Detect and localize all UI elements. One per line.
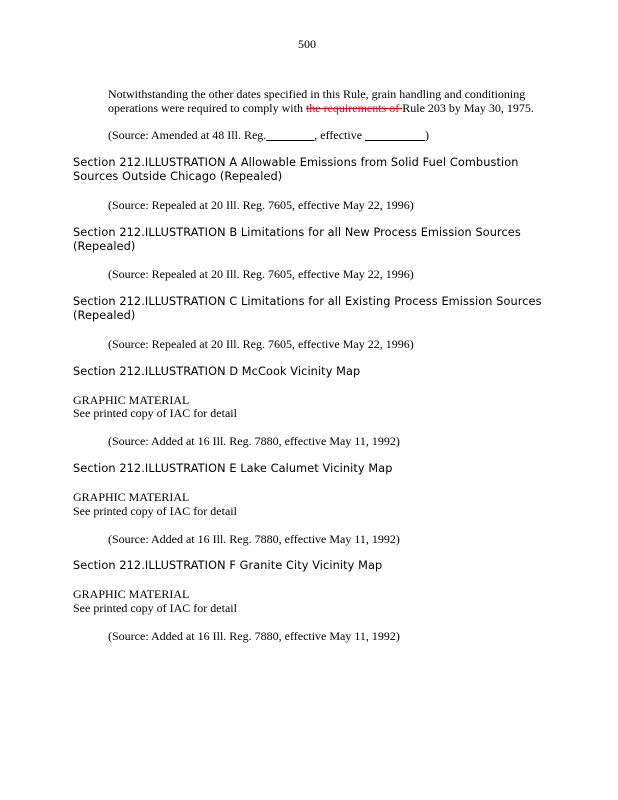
intro-line-2-before: operations were required to comply with — [108, 101, 306, 115]
section-d-graphic-note: See printed copy of IAC for detail — [73, 406, 237, 420]
section-heading-d: Section 212.ILLUSTRATION D McCook Vicinity Map — [73, 365, 361, 378]
intro-line-2-after: Rule 203 by May 30, 1975. — [402, 101, 534, 115]
amended-source-prefix: (Source: Amended at 48 Ill. Reg. — [108, 128, 267, 142]
section-b-source: (Source: Repealed at 20 Ill. Reg. 7605, effective May 22, 1996) — [108, 267, 414, 281]
section-heading-e: Section 212.ILLUSTRATION E Lake Calumet Vicinity Map — [73, 462, 393, 475]
amended-source — [108, 128, 429, 142]
section-f-graphic-label: GRAPHIC MATERIAL — [73, 587, 190, 601]
struck-text: the requirements of — [305, 101, 403, 115]
amended-source-suffix: ) — [425, 128, 430, 142]
section-f-graphic-note: See printed copy of IAC for detail — [73, 601, 237, 615]
section-heading-c-line-1: Section 212.ILLUSTRATION C Limitations for all Existing Process Emission Sources — [73, 295, 542, 308]
section-heading-c-line-2: (Repealed) — [73, 309, 136, 322]
intro-line-2 — [108, 101, 534, 115]
section-d-graphic-label: GRAPHIC MATERIAL — [73, 393, 190, 407]
section-heading-f: Section 212.ILLUSTRATION F Granite City Vicinity Map — [73, 559, 383, 572]
section-f-source: (Source: Added at 16 Ill. Reg. 7880, effective May 11, 1992) — [108, 629, 400, 643]
page-number: 500 — [298, 37, 316, 51]
section-e-graphic-label: GRAPHIC MATERIAL — [73, 490, 190, 504]
section-e-graphic-note: See printed copy of IAC for detail — [73, 504, 237, 518]
section-a-source: (Source: Repealed at 20 Ill. Reg. 7605, effective May 22, 1996) — [108, 198, 414, 212]
section-c-source: (Source: Repealed at 20 Ill. Reg. 7605, effective May 22, 1996) — [108, 337, 414, 351]
section-heading-b-line-2: (Repealed) — [73, 240, 136, 253]
amended-source-middle: , effective — [314, 128, 366, 142]
section-d-source: (Source: Added at 16 Ill. Reg. 7880, effective May 11, 1992) — [108, 434, 400, 448]
section-heading-a-line-1: Section 212.ILLUSTRATION A Allowable Emissions from Solid Fuel Combustion — [73, 156, 519, 169]
intro-line-1: Notwithstanding the other dates specified in this Rule, grain handling and conditioning — [108, 87, 526, 101]
effective-date-blank: __________ — [365, 128, 426, 142]
section-heading-b-line-1: Section 212.ILLUSTRATION B Limitations for all New Process Emission Sources — [73, 226, 521, 239]
section-e-source: (Source: Added at 16 Ill. Reg. 7880, effective May 11, 1992) — [108, 532, 400, 546]
section-heading-a-line-2: Sources Outside Chicago (Repealed) — [73, 170, 283, 183]
reg-number-blank: ________ — [266, 128, 315, 142]
